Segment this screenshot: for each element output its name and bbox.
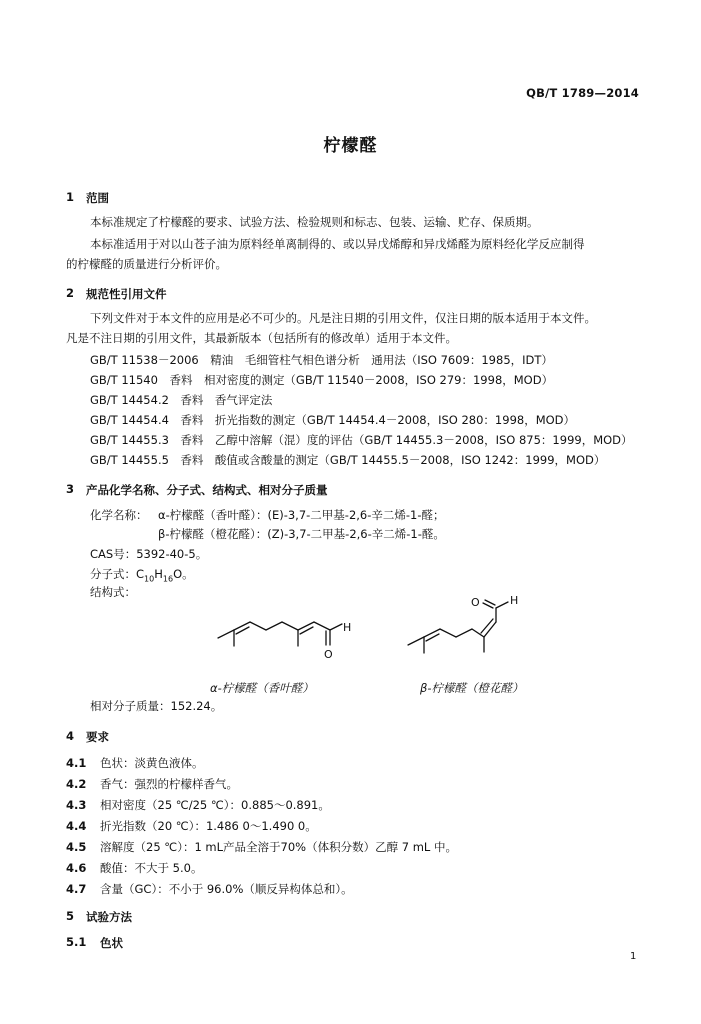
alpha-citral-caption: α-柠檬醛（香叶醛） bbox=[210, 681, 314, 695]
formula-c-count: 10 bbox=[144, 574, 155, 584]
reference-item: GB/T 14454.2 香料 香气评定法 bbox=[90, 393, 273, 407]
formula-label: 分子式： bbox=[90, 567, 136, 581]
requirement-item: 4.5 溶解度（25 ℃）：1 mL产品全溶于70%（体积分数）乙醇 7 mL 中。 bbox=[66, 840, 457, 854]
references-paragraph-line-1: 下列文件对于本文件的应用是必不可少的。凡是注日期的引用文件，仅注日期的版本适用于本文件。 bbox=[90, 311, 596, 325]
alpha-atom-h: H bbox=[343, 621, 352, 634]
requirement-item: 4.2 香气：强烈的柠檬样香气。 bbox=[66, 777, 238, 791]
chemical-name-alpha: α-柠檬醛（香叶醛）：(E)-3,7-二甲基-2,6-辛二烯-1-醛； bbox=[158, 508, 445, 522]
section-3-heading: 产品化学名称、分子式、结构式、相对分子质量 bbox=[86, 483, 328, 497]
section-4-heading: 要求 bbox=[86, 730, 109, 744]
reference-item: GB/T 14455.3 香料 乙醇中溶解（混）度的评估（GB/T 14455.3－2008，ISO 875：1999，MOD） bbox=[90, 433, 633, 447]
reference-item: GB/T 11538－2006 精油 毛细管柱气相色谱分析 通用法（ISO 7609：1985，IDT） bbox=[90, 353, 553, 367]
formula-h-count: 16 bbox=[162, 574, 174, 584]
reference-item: GB/T 14454.4 香料 折光指数的测定（GB/T 14454.4－2008，ISO 280：1998，MOD） bbox=[90, 413, 576, 427]
section-2-number: 2 bbox=[66, 286, 75, 300]
formula-h: H bbox=[154, 567, 163, 581]
reference-item: GB/T 14455.5 香料 酸值或含酸量的测定（GB/T 14455.5－2008，ISO 1242：1999，MOD） bbox=[90, 453, 606, 467]
structure-label: 结构式： bbox=[90, 585, 136, 599]
formula-c: C bbox=[136, 567, 145, 581]
document-title: 柠檬醛 bbox=[323, 136, 378, 156]
cas-number: CAS号：5392-40-5。 bbox=[90, 547, 208, 561]
alpha-atom-o: O bbox=[324, 648, 333, 661]
section-5-heading: 试验方法 bbox=[86, 910, 132, 924]
page-number: 1 bbox=[630, 951, 637, 962]
requirement-item: 4.7 含量（GC）：不小于 96.0%（顺反异构体总和）。 bbox=[66, 882, 353, 896]
subsection-5-1-heading: 色状 bbox=[100, 936, 123, 950]
beta-atom-o: O bbox=[471, 596, 480, 609]
requirement-item: 4.4 折光指数（20 ℃）：1.486 0～1.490 0。 bbox=[66, 819, 317, 833]
alpha-citral-structure bbox=[218, 622, 342, 646]
section-4-number: 4 bbox=[66, 729, 75, 743]
chemical-name-beta: β-柠檬醛（橙花醛）：(Z)-3,7-二甲基-2,6-辛二烯-1-醛。 bbox=[158, 527, 445, 541]
section-1-heading: 范围 bbox=[86, 191, 109, 205]
scope-paragraph-2-line-1: 本标准适用于对以山苍子油为原料经单离制得的、或以异戊烯醇和异戊烯醛为原料经化学反应制得 bbox=[90, 237, 585, 251]
molecular-mass: 相对分子质量：152.24。 bbox=[90, 699, 223, 713]
structural-formulas bbox=[0, 590, 701, 700]
chemical-name-label: 化学名称： bbox=[90, 508, 148, 522]
references-paragraph-line-2: 凡是不注日期的引用文件，其最新版本（包括所有的修改单）适用于本文件。 bbox=[66, 331, 457, 345]
section-1-number: 1 bbox=[66, 190, 75, 204]
scope-paragraph-1: 本标准规定了柠檬醛的要求、试验方法、检验规则和标志、包装、运输、贮存、保质期。 bbox=[90, 215, 539, 229]
molecular-formula bbox=[90, 566, 194, 583]
standard-code: QB/T 1789—2014 bbox=[526, 86, 639, 100]
reference-item: GB/T 11540 香料 相对密度的测定（GB/T 11540－2008，ISO 279：1998，MOD） bbox=[90, 373, 554, 387]
beta-atom-h: H bbox=[510, 594, 519, 607]
subsection-5-1-number: 5.1 bbox=[66, 935, 87, 949]
requirement-item: 4.3 相对密度（25 ℃/25 ℃）：0.885～0.891。 bbox=[66, 798, 330, 812]
section-5-number: 5 bbox=[66, 909, 75, 923]
beta-citral-structure bbox=[408, 600, 508, 653]
section-2-heading: 规范性引用文件 bbox=[86, 287, 167, 301]
requirement-item: 4.1 色状：淡黄色液体。 bbox=[66, 756, 204, 770]
requirement-item: 4.6 酸值：不大于 5.0。 bbox=[66, 861, 203, 875]
beta-citral-caption: β-柠檬醛（橙花醛） bbox=[420, 681, 524, 695]
scope-paragraph-2-line-2: 的柠檬醛的质量进行分析评价。 bbox=[66, 257, 227, 271]
section-3-number: 3 bbox=[66, 482, 75, 496]
formula-end: O。 bbox=[173, 567, 194, 581]
